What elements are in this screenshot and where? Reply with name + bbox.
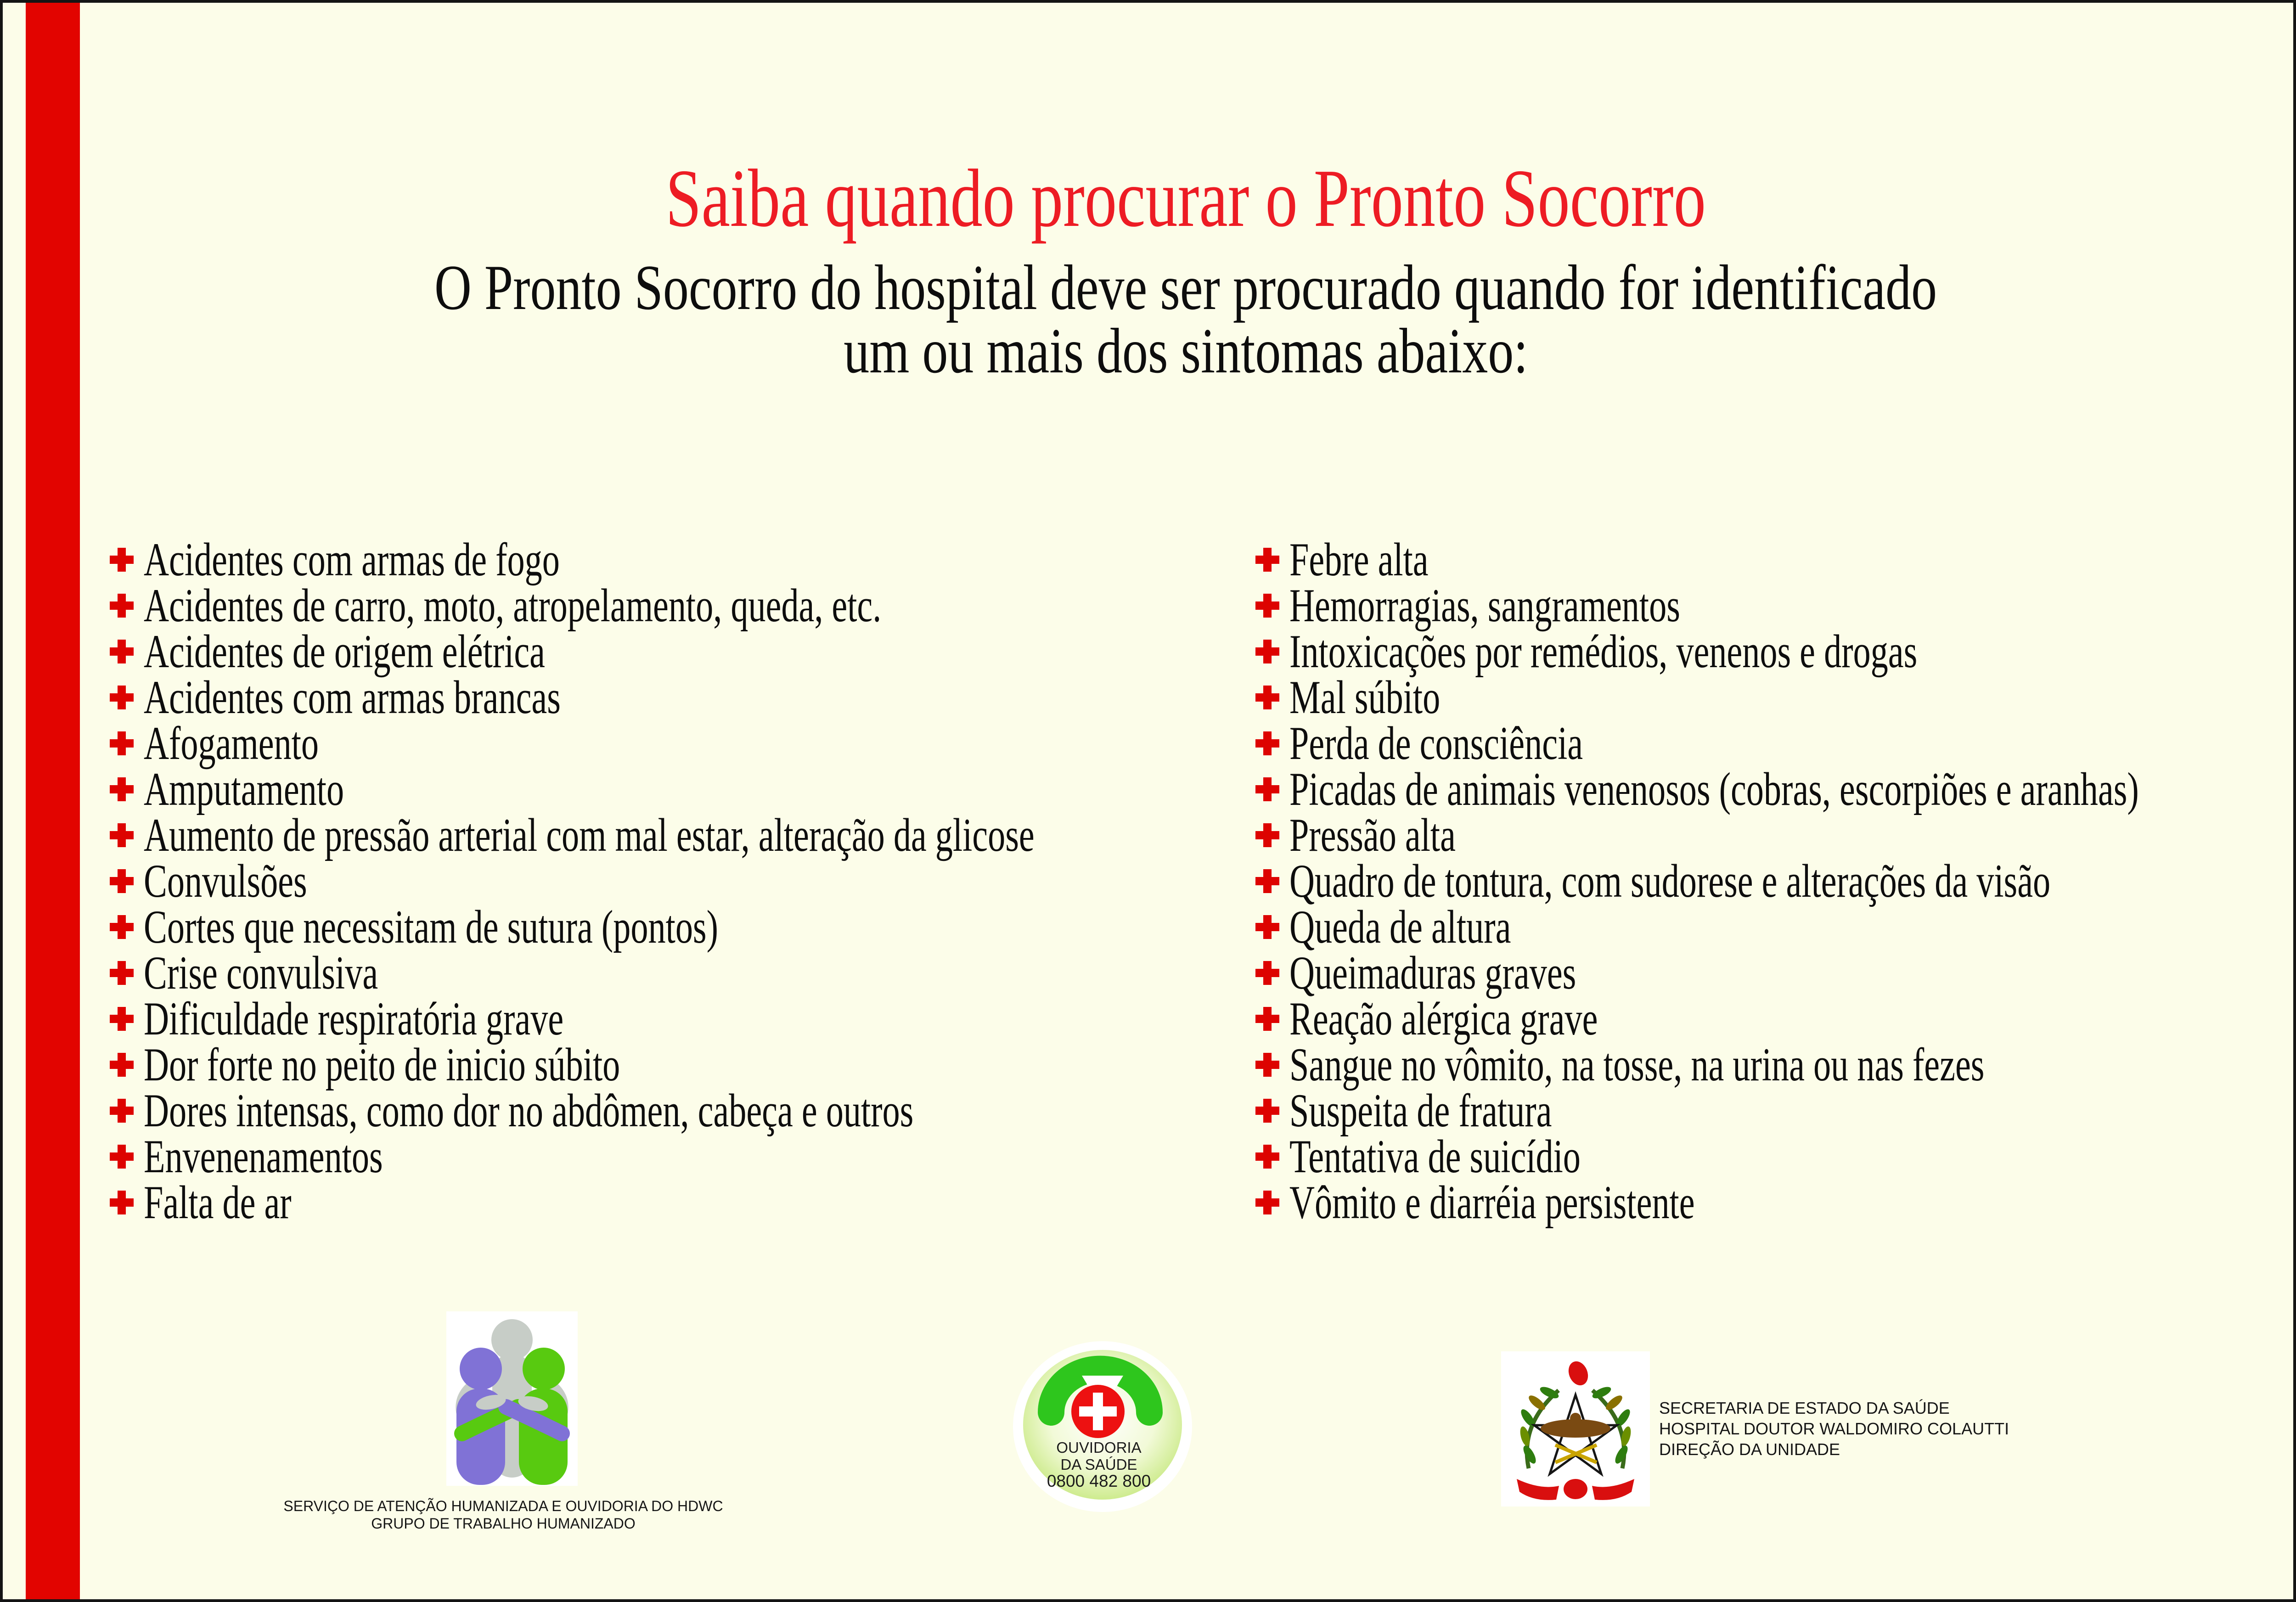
cross-bullet-icon	[1255, 731, 1279, 755]
cross-bullet-icon	[110, 777, 134, 801]
list-item	[110, 625, 1347, 678]
symptom-list-right	[1255, 534, 2296, 1229]
list-item	[1255, 1039, 2296, 1091]
cross-bullet-icon	[110, 686, 134, 709]
list-item	[110, 1176, 1347, 1229]
symptom-text: Hemorragias, sangramentos	[1289, 579, 1680, 632]
cross-bullet-icon	[110, 961, 134, 985]
svg-text:DA SAÚDE: DA SAÚDE	[1060, 1456, 1137, 1473]
list-item	[110, 947, 1347, 999]
symptom-text: Acidentes de origem elétrica	[144, 625, 546, 678]
cross-bullet-icon	[110, 548, 134, 572]
list-item	[110, 579, 1347, 632]
list-item	[1255, 671, 2296, 724]
symptom-text: Febre alta	[1289, 534, 1429, 586]
list-item	[110, 809, 1347, 861]
cross-bullet-icon	[1255, 777, 1279, 801]
list-item	[1255, 947, 2296, 999]
list-item	[1255, 855, 2296, 907]
symptom-list-left	[110, 534, 1347, 1229]
symptom-text: Falta de ar	[144, 1176, 292, 1229]
symptom-text: Acidentes com armas de fogo	[144, 534, 560, 586]
list-item	[110, 901, 1347, 953]
symptom-text: Cortes que necessitam de sutura (pontos)	[144, 901, 718, 953]
list-item	[110, 1039, 1347, 1091]
cross-bullet-icon	[110, 731, 134, 755]
cross-bullet-icon	[110, 1099, 134, 1123]
list-item	[110, 671, 1347, 724]
list-item	[1255, 809, 2296, 861]
caption-line: HOSPITAL DOUTOR WALDOMIRO COLAUTTI	[1659, 1419, 2009, 1438]
list-item	[1255, 717, 2296, 770]
cross-bullet-icon	[1255, 640, 1279, 663]
list-item	[110, 717, 1347, 770]
symptom-text: Reação alérgica grave	[1289, 993, 1598, 1045]
symptom-text: Envenenamentos	[144, 1130, 383, 1183]
caption-line: DIREÇÃO DA UNIDADE	[1659, 1440, 1840, 1459]
list-item	[1255, 901, 2296, 953]
symptom-text: Amputamento	[144, 763, 344, 815]
list-item	[1255, 579, 2296, 632]
symptom-text: Mal súbito	[1289, 671, 1441, 724]
cross-bullet-icon	[110, 640, 134, 663]
symptom-text: Sangue no vômito, na tosse, na urina ou nas fezes	[1289, 1039, 1985, 1091]
cross-bullet-icon	[110, 1191, 134, 1214]
cross-bullet-icon	[110, 594, 134, 618]
list-item	[110, 855, 1347, 907]
caption-line: SECRETARIA DE ESTADO DA SAÚDE	[1659, 1399, 1950, 1417]
people-embrace-icon	[446, 1311, 578, 1486]
people-logo-caption	[260, 1497, 747, 1532]
page-title-text: Saiba quando procurar o Pronto Socorro	[665, 152, 1706, 244]
list-item	[1255, 1085, 2296, 1137]
cross-bullet-icon	[1255, 594, 1279, 618]
cross-bullet-icon	[1255, 686, 1279, 709]
ouvidoria-badge	[1013, 1341, 1192, 1512]
symptom-text: Queda de altura	[1289, 901, 1511, 953]
cross-bullet-icon	[110, 1053, 134, 1077]
subtitle-line-1: O Pronto Socorro do hospital deve ser procurado quando for identificado	[434, 252, 1937, 323]
cross-bullet-icon	[1255, 1099, 1279, 1123]
caption-line: GRUPO DE TRABALHO HUMANIZADO	[371, 1515, 636, 1532]
caption-line: SERVIÇO DE ATENÇÃO HUMANIZADA E OUVIDORIA DO HDWC	[283, 1498, 723, 1514]
svg-text:OUVIDORIA: OUVIDORIA	[1056, 1439, 1142, 1456]
list-item	[1255, 993, 2296, 1045]
cross-bullet-icon	[1255, 915, 1279, 939]
cross-bullet-icon	[110, 869, 134, 893]
cross-bullet-icon	[110, 823, 134, 847]
secretaria-caption	[1659, 1398, 2009, 1460]
subtitle-line-2: um ou mais dos sintomas abaixo:	[844, 315, 1528, 387]
symptom-text: Dificuldade respiratória grave	[144, 993, 564, 1045]
symptom-text: Convulsões	[144, 855, 307, 907]
symptom-text: Tentativa de suicídio	[1289, 1130, 1581, 1183]
symptom-text: Crise convulsiva	[144, 947, 378, 999]
symptom-text: Dor forte no peito de inicio súbito	[144, 1039, 620, 1091]
cross-bullet-icon	[110, 915, 134, 939]
subtitle	[85, 252, 2286, 387]
symptom-text: Quadro de tontura, com sudorese e alterações da visão	[1289, 855, 2051, 907]
symptom-text: Dores intensas, como dor no abdômen, cabeça e outros	[144, 1085, 914, 1137]
list-item	[110, 993, 1347, 1045]
red-side-stripe	[26, 3, 80, 1599]
cross-bullet-icon	[1255, 1007, 1279, 1031]
symptom-text: Aumento de pressão arterial com mal estar, alteração da glicose	[144, 809, 1035, 861]
list-item	[1255, 1130, 2296, 1183]
cross-bullet-icon	[1255, 548, 1279, 572]
list-item	[110, 1130, 1347, 1183]
symptom-text: Suspeita de fratura	[1289, 1085, 1552, 1137]
cross-bullet-icon	[1255, 1053, 1279, 1077]
cross-bullet-icon	[1255, 869, 1279, 893]
list-item	[1255, 625, 2296, 678]
symptom-text: Acidentes com armas brancas	[144, 671, 561, 724]
symptom-text: Acidentes de carro, moto, atropelamento, queda, etc.	[144, 579, 882, 632]
symptom-text: Pressão alta	[1289, 809, 1456, 861]
coat-of-arms-icon	[1501, 1351, 1650, 1506]
page-title	[85, 152, 2286, 244]
svg-text:0800 482 800: 0800 482 800	[1047, 1472, 1151, 1490]
medical-cross-icon	[1071, 1385, 1125, 1438]
symptom-text: Perda de consciência	[1289, 717, 1583, 770]
list-item	[1255, 1176, 2296, 1229]
cross-bullet-icon	[1255, 1191, 1279, 1214]
list-item	[110, 763, 1347, 815]
cross-bullet-icon	[110, 1145, 134, 1169]
symptom-text: Intoxicações por remédios, venenos e drogas	[1289, 625, 1918, 678]
list-item	[110, 534, 1347, 586]
symptom-text: Vômito e diarréia persistente	[1289, 1176, 1695, 1229]
cross-bullet-icon	[1255, 1145, 1279, 1169]
list-item	[1255, 534, 2296, 586]
symptom-text: Afogamento	[144, 717, 319, 770]
list-item	[110, 1085, 1347, 1137]
list-item	[1255, 763, 2296, 815]
cross-bullet-icon	[1255, 961, 1279, 985]
symptom-text: Picadas de animais venenosos (cobras, escorpiões e aranhas)	[1289, 763, 2139, 815]
symptom-text: Queimaduras graves	[1289, 947, 1576, 999]
cross-bullet-icon	[1255, 823, 1279, 847]
cross-bullet-icon	[110, 1007, 134, 1031]
